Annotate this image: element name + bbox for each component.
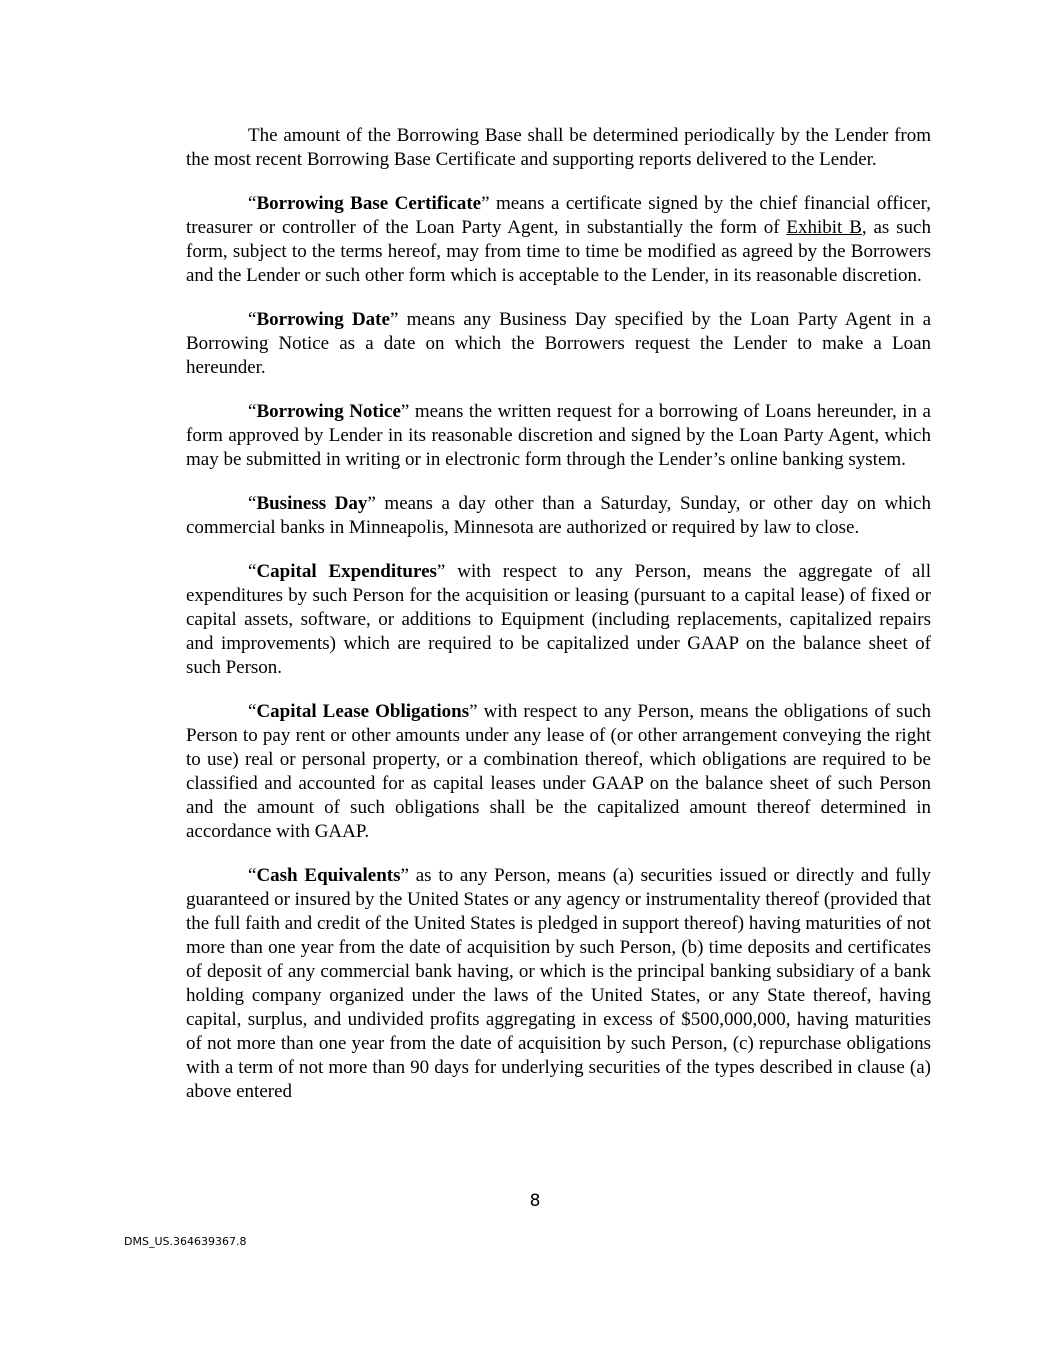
definition-text: as to any Person, means (a) securities issued or directly and fully guaranteed or insured by the United States or any agency or instrumentality thereof (provided that the full faith and credit of the United States is pledged in support thereof) having maturities of not more than one year from the date of acquisition by such Person, (b) time deposits and certificates of deposit of any commercial bank having, or which is the principal banking subsidiary of a bank holding company organized under the laws of the United States, or any State thereof, having capital, surplus, and undivided profits aggregating in excess of $500,000,000, having maturities of not more than one year from the date of acquisition by such Person, (c) repurchase obligations with a term of not more than 90 days for underlying securities of the types described in clause (a) above entered	[186, 865, 931, 1102]
defined-term: Borrowing Base Certificate	[256, 193, 482, 214]
definition-capital-expenditures	[186, 560, 931, 680]
close-quote: ”	[481, 193, 490, 214]
definition-text: with respect to any Person, means the obligations of such Person to pay rent or other amounts under any lease of (or other arrangement conveying the right to use) real or personal property, or a combination thereof, which obligations are required to be classified and accounted for as capital leases under GAAP on the balance sheet of such Person and the amount of such obligations shall be the capitalized amount thereof determined in accordance with GAAP.	[186, 701, 932, 842]
exhibit-b-reference: Exhibit B	[786, 217, 862, 238]
paragraph-text: The amount of the Borrowing Base shall be determined periodically by the Lender from the most recent Borrowing Base Certificate and supporting reports delivered to the Lender.	[186, 125, 931, 170]
definition-text: means any Business Day specified by the Loan Party Agent in a Borrowing Notice as a date on which the Borrowers request the Lender to make a Loan hereunder.	[186, 309, 931, 378]
definition-text: means a day other than a Saturday, Sunday, or other day on which commercial banks in Minneapolis, Minnesota are authorized or required by law to close.	[186, 493, 931, 538]
defined-term: Capital Lease Obligations	[256, 701, 470, 722]
open-quote: “	[248, 401, 257, 422]
paragraph-borrowing-base-determination	[186, 124, 931, 172]
defined-term: Capital Expenditures	[256, 561, 437, 582]
open-quote: “	[248, 865, 257, 886]
definition-text-continued: , as such form, subject to the terms hereof, may from time to time be modified as agreed by the Borrowers and the Lender or such other form which is acceptable to the Lender, in its reasonable discretion.	[186, 217, 931, 286]
definition-text: means the written request for a borrowing of Loans hereunder, in a form approved by Lender in its reasonable discretion and signed by the Loan Party Agent, which may be submitted in writing or in electronic form through the Lender’s online banking system.	[186, 401, 931, 470]
close-quote: ”	[436, 561, 446, 582]
definition-business-day	[186, 492, 931, 540]
definition-cash-equivalents	[186, 864, 931, 1104]
definition-capital-lease-obligations	[186, 700, 931, 844]
definition-borrowing-base-certificate	[186, 192, 931, 288]
close-quote: ”	[400, 401, 410, 422]
close-quote: ”	[389, 309, 399, 330]
definition-text: with respect to any Person, means the aggregate of all expenditures by such Person for the acquisition or leasing (pursuant to a capital lease) of fixed or capital assets, software, or additions to Equipment (including replacements, capitalized repairs and improvements) which are required to be capitalized under GAAP on the balance sheet of such Person.	[186, 561, 931, 678]
defined-term: Borrowing Date	[256, 309, 390, 330]
defined-term: Cash Equivalents	[256, 865, 401, 886]
page-number: 8	[529, 1191, 541, 1211]
open-quote: “	[248, 309, 257, 330]
close-quote: ”	[469, 701, 478, 722]
close-quote: ”	[367, 493, 376, 514]
defined-term: Business Day	[256, 493, 368, 514]
definition-borrowing-notice	[186, 400, 931, 472]
definition-text: means a certificate signed by the chief financial officer, treasurer or controller of the Loan Party Agent, in substantially the form of	[186, 193, 931, 238]
document-id: DMS_US.364639367.8	[124, 1235, 247, 1248]
document-body	[186, 124, 931, 1104]
defined-term: Borrowing Notice	[256, 401, 401, 422]
close-quote: ”	[400, 865, 409, 886]
open-quote: “	[248, 493, 257, 514]
open-quote: “	[248, 701, 257, 722]
definition-borrowing-date	[186, 308, 931, 380]
open-quote: “	[248, 561, 257, 582]
open-quote: “	[248, 193, 257, 214]
